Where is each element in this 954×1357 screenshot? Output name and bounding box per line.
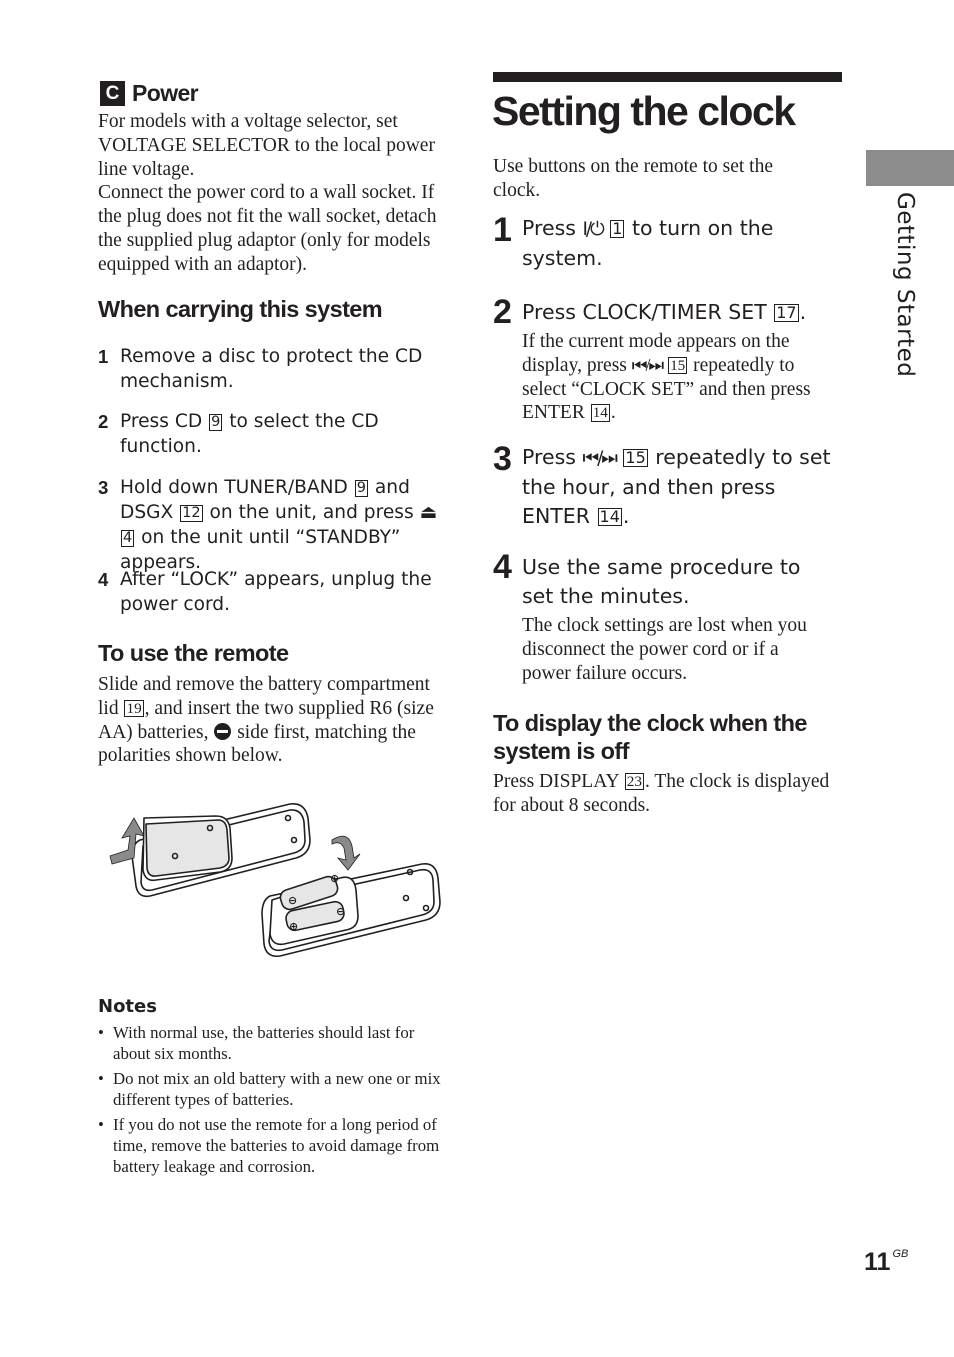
svg-text:⊖: ⊖ bbox=[336, 905, 346, 918]
carrying-heading: When carrying this system bbox=[98, 296, 383, 322]
svg-text:⊕: ⊕ bbox=[289, 920, 299, 933]
minus-side-icon bbox=[214, 723, 231, 740]
page-number bbox=[864, 1248, 908, 1277]
page-suffix: GB bbox=[892, 1248, 909, 1260]
step-number: 3 bbox=[98, 477, 109, 498]
section-badge: C bbox=[100, 81, 125, 106]
list-item bbox=[98, 409, 450, 475]
ref-number: 14 bbox=[599, 507, 620, 526]
eject-icon: ⏏ bbox=[419, 502, 438, 523]
ref-number: 15 bbox=[625, 448, 646, 467]
display-off-paragraph bbox=[493, 770, 845, 818]
bullet-icon: • bbox=[98, 1115, 104, 1134]
page-title: Setting the clock bbox=[492, 88, 795, 134]
step-text: Press bbox=[522, 445, 583, 469]
step-text: Use the same procedure to set the minutes. bbox=[522, 555, 801, 608]
title-rule bbox=[493, 72, 842, 82]
carrying-steps bbox=[98, 344, 450, 617]
step-detail: . bbox=[610, 402, 616, 424]
note-text: Do not mix an old battery with a new one or mix different types of batteries. bbox=[113, 1069, 441, 1109]
power-title: Power bbox=[132, 79, 199, 106]
bullet-icon: • bbox=[98, 1023, 104, 1042]
remote-heading: To use the remote bbox=[98, 640, 289, 666]
step-number: 4 bbox=[493, 548, 512, 586]
ref-number: 9 bbox=[211, 414, 221, 430]
step-number: 2 bbox=[98, 411, 109, 432]
page-number-value: 11 bbox=[864, 1248, 891, 1276]
list-item bbox=[98, 1068, 450, 1110]
side-tab-label: Getting Started bbox=[892, 192, 918, 378]
step-text: After “LOCK” appears, unplug the power cord. bbox=[120, 569, 432, 615]
power-icon: I/⏻ bbox=[582, 219, 603, 240]
ref-number: 23 bbox=[626, 773, 642, 790]
clock-step-2 bbox=[493, 293, 833, 425]
list-item bbox=[98, 567, 450, 617]
clock-intro: Use buttons on the remote to set the clock. bbox=[493, 156, 773, 201]
remote-text: Slide and remove the battery compartment lid bbox=[98, 674, 430, 719]
notes-heading: Notes bbox=[98, 996, 157, 1017]
step-text: . bbox=[622, 504, 630, 528]
step-number: 4 bbox=[98, 569, 109, 590]
ref-number: 12 bbox=[182, 505, 201, 521]
svg-text:⊕: ⊕ bbox=[330, 872, 340, 885]
display-off-text: Press DISPLAY bbox=[493, 771, 624, 792]
step-detail: repeatedly to select “CLOCK SET” and then press ENTER bbox=[522, 354, 811, 424]
step-text: Remove a disc to protect the CD mechanism. bbox=[120, 346, 423, 392]
display-off-heading: To display the clock when the system is off bbox=[493, 710, 807, 764]
ref-number: 15 bbox=[670, 356, 686, 374]
bullet-icon: • bbox=[98, 1069, 104, 1088]
step-text: Press CD bbox=[120, 411, 209, 432]
ref-number: 17 bbox=[776, 303, 797, 322]
list-item bbox=[98, 1022, 450, 1064]
step-number: 1 bbox=[98, 346, 109, 367]
step-number: 2 bbox=[493, 293, 512, 331]
step-detail: The clock settings are lost when you disconnect the power cord or if a power failure occurs. bbox=[522, 615, 807, 684]
step-text: to turn on the system. bbox=[522, 216, 774, 270]
note-text: With normal use, the batteries should last for about six months. bbox=[113, 1023, 415, 1063]
remote-text: , and insert the two supplied R6 (size AA) batteries, bbox=[98, 697, 434, 743]
prev-next-icon: ⏮/⏭ bbox=[631, 354, 663, 375]
remote-battery-illustration bbox=[100, 798, 445, 963]
step-detail: If the current mode appears on the display, press bbox=[522, 331, 790, 376]
list-item bbox=[98, 475, 450, 573]
ref-number: 14 bbox=[592, 404, 608, 422]
display-off-text: . The clock is displayed for about 8 seconds. bbox=[493, 771, 830, 816]
step-text: and DSGX bbox=[120, 477, 410, 523]
list-item bbox=[98, 344, 450, 409]
power-paragraph-2: Connect the power cord to a wall socket. If the plug does not fit the wall socket, detach the supplied plug adaptor (only for models equipped with an adaptor). bbox=[98, 182, 437, 275]
power-heading bbox=[100, 79, 198, 107]
step-text: to select the CD function. bbox=[120, 411, 379, 457]
list-item bbox=[98, 1114, 450, 1177]
ref-number: 9 bbox=[356, 480, 366, 496]
step-text: . bbox=[799, 300, 807, 324]
prev-next-icon: ⏮/⏭ bbox=[582, 448, 616, 469]
clock-step-4 bbox=[493, 548, 833, 685]
clock-step-3 bbox=[493, 440, 833, 531]
remote-paragraph bbox=[98, 673, 448, 768]
remote-text: side first, matching the polarities shown below. bbox=[98, 721, 416, 767]
svg-text:⊖: ⊖ bbox=[288, 894, 298, 907]
step-text: Press bbox=[522, 216, 583, 240]
step-text: Press CLOCK/TIMER SET bbox=[522, 300, 774, 324]
notes-list bbox=[98, 1022, 450, 1177]
clock-step-1 bbox=[493, 211, 833, 273]
step-text: Hold down TUNER/BAND bbox=[120, 477, 354, 498]
note-text: If you do not use the remote for a long period of time, remove the batteries to avoid damage from battery leakage and corrosion. bbox=[113, 1115, 440, 1176]
step-text: on the unit, and press bbox=[203, 502, 420, 523]
step-number: 1 bbox=[493, 211, 512, 249]
step-text: on the unit until “STANDBY” appears. bbox=[120, 527, 401, 573]
ref-number: 1 bbox=[612, 219, 623, 238]
ref-number: 4 bbox=[123, 530, 133, 546]
step-number: 3 bbox=[493, 440, 512, 478]
power-paragraph-1: For models with a voltage selector, set VOLTAGE SELECTOR to the local power line voltage. bbox=[98, 111, 435, 180]
ref-number: 19 bbox=[126, 699, 142, 717]
side-tab-marker bbox=[866, 150, 954, 186]
step-text: repeatedly to set the hour, and then press ENTER bbox=[522, 445, 831, 528]
